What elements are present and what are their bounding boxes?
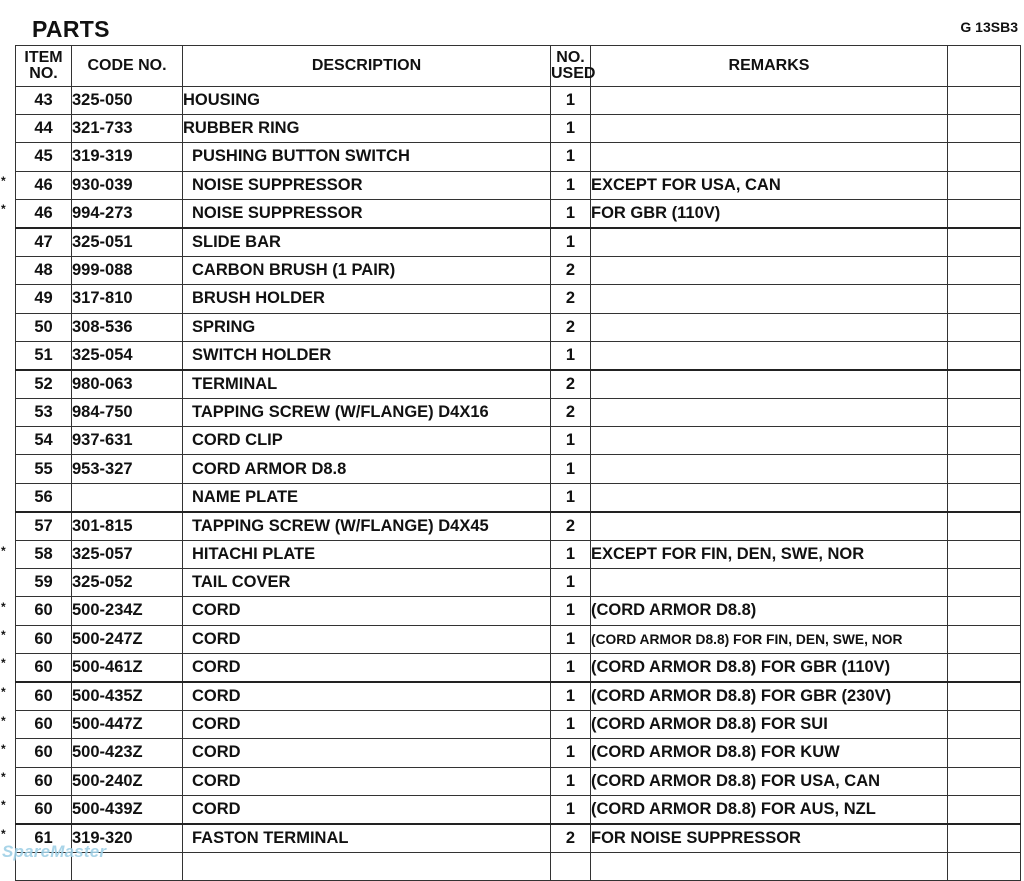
description-cell: CORD [183, 795, 551, 824]
code-number-cell: 500-247Z [72, 625, 183, 653]
extra-cell [948, 483, 1021, 512]
item-number-cell: 60 [16, 711, 72, 739]
remarks-cell [591, 399, 948, 427]
description-cell: TERMINAL [183, 370, 551, 399]
quantity-used-cell: 1 [551, 455, 591, 483]
change-mark: * [1, 741, 6, 756]
extra-cell [948, 143, 1021, 171]
quantity-used-cell: 1 [551, 625, 591, 653]
extra-cell [948, 682, 1021, 711]
description-cell: CORD [183, 682, 551, 711]
remarks-cell [591, 427, 948, 455]
code-number-cell: 319-319 [72, 143, 183, 171]
table-row [16, 853, 1021, 881]
remarks-cell: FOR GBR (110V) [591, 199, 948, 228]
item-number-cell: 60 [16, 682, 72, 711]
table-row [16, 711, 1021, 739]
change-mark: * [1, 713, 6, 728]
code-number-cell: 325-054 [72, 341, 183, 370]
code-number-cell: 500-439Z [72, 795, 183, 824]
extra-cell [948, 341, 1021, 370]
description-cell: NAME PLATE [183, 483, 551, 512]
remarks-cell [591, 341, 948, 370]
quantity-used-cell: 1 [551, 767, 591, 795]
table-row [16, 739, 1021, 767]
code-number-cell: 319-320 [72, 824, 183, 853]
item-number-cell: 43 [16, 87, 72, 115]
quantity-used-cell: 1 [551, 199, 591, 228]
item-number-cell: 54 [16, 427, 72, 455]
code-no-header: CODE NO. [72, 46, 183, 87]
description-cell: CORD [183, 739, 551, 767]
remarks-cell [591, 455, 948, 483]
remarks-cell [591, 143, 948, 171]
description-cell: HOUSING [183, 87, 551, 115]
code-number-cell: 301-815 [72, 512, 183, 541]
code-number-cell: 500-240Z [72, 767, 183, 795]
remarks-cell [591, 853, 948, 881]
table-row [16, 653, 1021, 682]
remarks-cell [591, 87, 948, 115]
no-used-header: NO. USED [551, 46, 591, 87]
quantity-used-cell: 1 [551, 795, 591, 824]
table-row [16, 795, 1021, 824]
remarks-cell: EXCEPT FOR FIN, DEN, SWE, NOR [591, 541, 948, 569]
description-cell: FASTON TERMINAL [183, 824, 551, 853]
table-row [16, 257, 1021, 285]
description-cell: CORD ARMOR D8.8 [183, 455, 551, 483]
item-number-cell: 46 [16, 171, 72, 199]
table-row [16, 541, 1021, 569]
extra-cell [948, 541, 1021, 569]
table-header-row [16, 46, 1021, 87]
quantity-used-cell: 1 [551, 171, 591, 199]
remarks-cell [591, 257, 948, 285]
change-mark: * [1, 599, 6, 614]
item-number-cell: 60 [16, 653, 72, 682]
remarks-cell [591, 285, 948, 313]
code-number-cell: 325-057 [72, 541, 183, 569]
code-number-cell: 500-447Z [72, 711, 183, 739]
extra-cell [948, 399, 1021, 427]
extra-cell [948, 427, 1021, 455]
remarks-cell: (CORD ARMOR D8.8) FOR FIN, DEN, SWE, NOR [591, 625, 948, 653]
quantity-used-cell: 1 [551, 653, 591, 682]
item-no-header: ITEM NO. [16, 46, 72, 87]
code-number-cell: 953-327 [72, 455, 183, 483]
remarks-cell [591, 115, 948, 143]
quantity-used-cell: 2 [551, 824, 591, 853]
code-number-cell: 999-088 [72, 257, 183, 285]
extra-cell [948, 569, 1021, 597]
extra-cell [948, 87, 1021, 115]
table-row [16, 625, 1021, 653]
item-number-cell: 55 [16, 455, 72, 483]
change-mark: * [1, 656, 6, 671]
extra-cell [948, 228, 1021, 257]
table-row [16, 285, 1021, 313]
quantity-used-cell: 1 [551, 228, 591, 257]
quantity-used-cell: 2 [551, 370, 591, 399]
quantity-used-cell: 1 [551, 711, 591, 739]
table-row [16, 228, 1021, 257]
remarks-cell [591, 569, 948, 597]
description-cell: CORD CLIP [183, 427, 551, 455]
remarks-cell [591, 512, 948, 541]
description-cell: CARBON BRUSH (1 PAIR) [183, 257, 551, 285]
change-mark: * [1, 826, 6, 841]
quantity-used-cell: 2 [551, 285, 591, 313]
remarks-cell [591, 370, 948, 399]
quantity-used-cell: 1 [551, 597, 591, 625]
remarks-cell: (CORD ARMOR D8.8) FOR AUS, NZL [591, 795, 948, 824]
table-row [16, 171, 1021, 199]
change-mark: * [1, 798, 6, 813]
change-mark: * [1, 684, 6, 699]
table-row [16, 427, 1021, 455]
description-cell: SWITCH HOLDER [183, 341, 551, 370]
extra-cell [948, 711, 1021, 739]
quantity-used-cell: 1 [551, 341, 591, 370]
extra-cell [948, 199, 1021, 228]
description-cell: SLIDE BAR [183, 228, 551, 257]
code-number-cell: 980-063 [72, 370, 183, 399]
remarks-cell: (CORD ARMOR D8.8) FOR USA, CAN [591, 767, 948, 795]
item-number-cell: 60 [16, 795, 72, 824]
change-mark: * [1, 543, 6, 558]
page-title: PARTS [32, 16, 110, 42]
quantity-used-cell: 2 [551, 313, 591, 341]
table-row [16, 87, 1021, 115]
table-row [16, 682, 1021, 711]
remarks-cell: (CORD ARMOR D8.8) FOR KUW [591, 739, 948, 767]
remarks-cell [591, 228, 948, 257]
table-row [16, 455, 1021, 483]
extra-cell [948, 171, 1021, 199]
item-number-cell: 59 [16, 569, 72, 597]
parts-rows [16, 87, 1021, 881]
description-cell: CORD [183, 767, 551, 795]
code-number-cell: 500-423Z [72, 739, 183, 767]
table-row [16, 824, 1021, 853]
extra-cell [948, 824, 1021, 853]
table-row [16, 143, 1021, 171]
code-number-cell: 317-810 [72, 285, 183, 313]
quantity-used-cell: 2 [551, 257, 591, 285]
code-number-cell: 930-039 [72, 171, 183, 199]
table-row [16, 370, 1021, 399]
remarks-cell: (CORD ARMOR D8.8) FOR GBR (110V) [591, 653, 948, 682]
description-cell: NOISE SUPPRESSOR [183, 171, 551, 199]
change-mark: * [1, 770, 6, 784]
table-row [16, 199, 1021, 228]
remarks-cell: FOR NOISE SUPPRESSOR [591, 824, 948, 853]
code-number-cell: 984-750 [72, 399, 183, 427]
description-cell: BRUSH HOLDER [183, 285, 551, 313]
change-mark: * [1, 174, 6, 189]
quantity-used-cell: 2 [551, 399, 591, 427]
extra-cell [948, 257, 1021, 285]
extra-cell [948, 455, 1021, 483]
remarks-cell: (CORD ARMOR D8.8) [591, 597, 948, 625]
code-number-cell: 937-631 [72, 427, 183, 455]
table-row [16, 313, 1021, 341]
item-number-cell: 47 [16, 228, 72, 257]
description-cell: CORD [183, 653, 551, 682]
code-number-cell: 325-052 [72, 569, 183, 597]
description-cell: SPRING [183, 313, 551, 341]
table-row [16, 115, 1021, 143]
extra-cell [948, 653, 1021, 682]
table-row [16, 767, 1021, 795]
remarks-header: REMARKS [591, 46, 948, 87]
description-cell: TAIL COVER [183, 569, 551, 597]
item-number-cell: 60 [16, 625, 72, 653]
code-number-cell: 325-050 [72, 87, 183, 115]
code-number-cell: 308-536 [72, 313, 183, 341]
extra-cell [948, 115, 1021, 143]
description-cell: NOISE SUPPRESSOR [183, 199, 551, 228]
watermark-logo: SpareMaster [2, 842, 107, 861]
item-number-cell: 49 [16, 285, 72, 313]
quantity-used-cell: 1 [551, 143, 591, 171]
description-cell: TAPPING SCREW (W/FLANGE) D4X16 [183, 399, 551, 427]
change-mark: * [1, 202, 6, 217]
description-cell: CORD [183, 625, 551, 653]
extra-cell [948, 625, 1021, 653]
remarks-cell: EXCEPT FOR USA, CAN [591, 171, 948, 199]
item-number-cell: 45 [16, 143, 72, 171]
item-number-cell: 48 [16, 257, 72, 285]
item-number-cell: 60 [16, 739, 72, 767]
quantity-used-cell: 1 [551, 739, 591, 767]
extra-cell [948, 512, 1021, 541]
description-cell: TAPPING SCREW (W/FLANGE) D4X45 [183, 512, 551, 541]
table-row [16, 341, 1021, 370]
table-row [16, 597, 1021, 625]
extra-cell [948, 285, 1021, 313]
item-number-cell: 58 [16, 541, 72, 569]
code-number-cell: 500-234Z [72, 597, 183, 625]
extra-cell [948, 767, 1021, 795]
description-cell: HITACHI PLATE [183, 541, 551, 569]
code-number-cell [72, 483, 183, 512]
table-row [16, 399, 1021, 427]
item-number-cell: 46 [16, 199, 72, 228]
description-cell: CORD [183, 597, 551, 625]
code-number-cell: 500-461Z [72, 653, 183, 682]
item-number-cell: 60 [16, 597, 72, 625]
remarks-cell [591, 483, 948, 512]
table-row [16, 569, 1021, 597]
quantity-used-cell: 2 [551, 512, 591, 541]
extra-cell [948, 370, 1021, 399]
document-id: G 13SB3 [960, 19, 1018, 35]
remarks-cell [591, 313, 948, 341]
extra-cell [948, 597, 1021, 625]
item-number-cell: 52 [16, 370, 72, 399]
item-number-cell: 60 [16, 767, 72, 795]
extra-cell [948, 313, 1021, 341]
table-row [16, 483, 1021, 512]
parts-table [15, 45, 1021, 881]
description-cell: CORD [183, 711, 551, 739]
extra-cell [948, 853, 1021, 881]
quantity-used-cell: 1 [551, 427, 591, 455]
code-number-cell: 321-733 [72, 115, 183, 143]
extra-cell [948, 795, 1021, 824]
description-cell [183, 853, 551, 881]
quantity-used-cell: 1 [551, 483, 591, 512]
description-header: DESCRIPTION [183, 46, 551, 87]
remarks-cell: (CORD ARMOR D8.8) FOR SUI [591, 711, 948, 739]
code-number-cell: 994-273 [72, 199, 183, 228]
quantity-used-cell: 1 [551, 569, 591, 597]
extra-cell [948, 739, 1021, 767]
description-cell: PUSHING BUTTON SWITCH [183, 143, 551, 171]
item-number-cell: 53 [16, 399, 72, 427]
quantity-used-cell: 1 [551, 115, 591, 143]
quantity-used-cell: 1 [551, 87, 591, 115]
item-number-cell: 51 [16, 341, 72, 370]
item-number-cell: 44 [16, 115, 72, 143]
item-number-cell: 56 [16, 483, 72, 512]
item-number-cell: 57 [16, 512, 72, 541]
table-row [16, 512, 1021, 541]
quantity-used-cell: 1 [551, 682, 591, 711]
quantity-used-cell: 1 [551, 541, 591, 569]
remarks-cell: (CORD ARMOR D8.8) FOR GBR (230V) [591, 682, 948, 711]
quantity-used-cell [551, 853, 591, 881]
code-number-cell: 500-435Z [72, 682, 183, 711]
code-number-cell: 325-051 [72, 228, 183, 257]
extra-header [948, 46, 1021, 87]
item-number-cell: 61 [16, 824, 72, 853]
item-number-cell: 50 [16, 313, 72, 341]
description-cell: RUBBER RING [183, 115, 551, 143]
change-mark: * [1, 628, 6, 643]
